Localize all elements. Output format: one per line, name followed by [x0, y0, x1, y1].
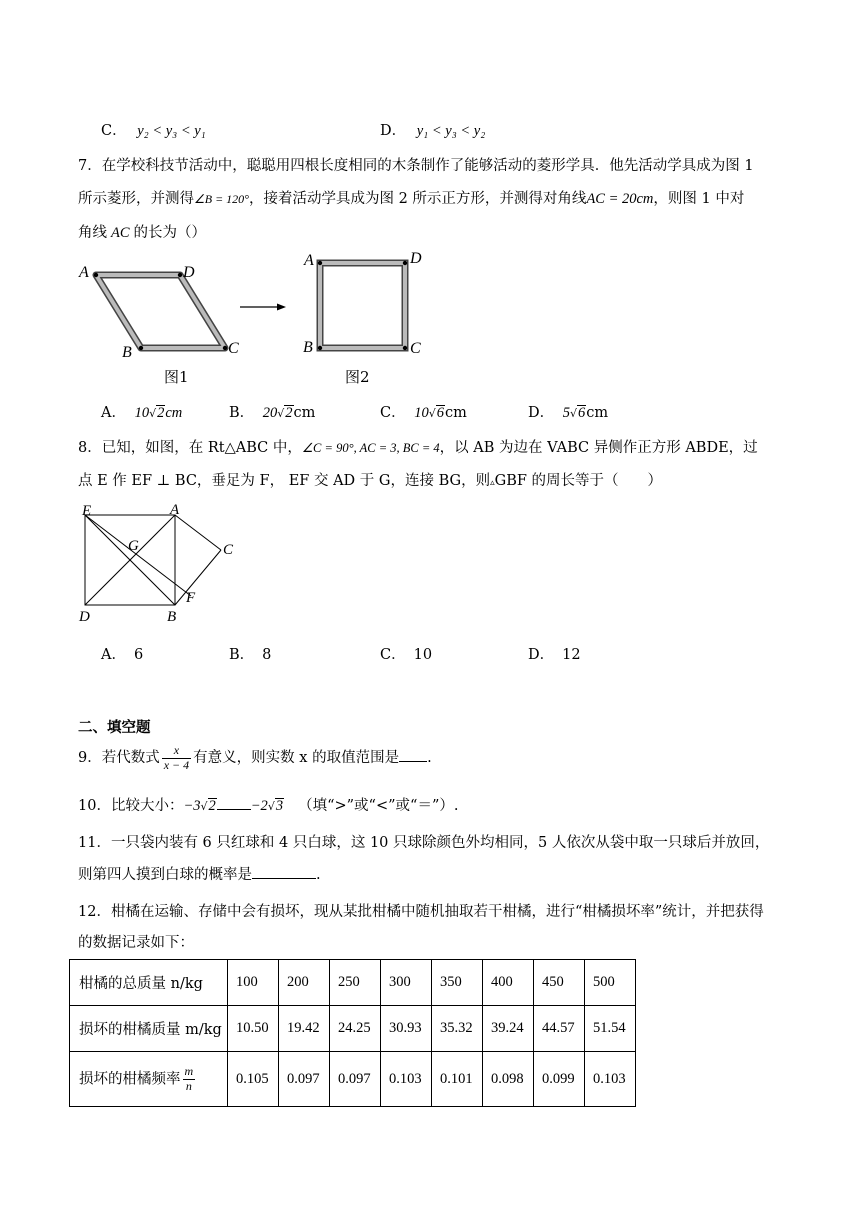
q8-option-c	[380, 643, 432, 664]
q8-line2: 点 E 作 EF ⊥ BC，垂足为 F， EF 交 AD 于 G，连接 BG，则▵GBF 的周长等于（ ）	[78, 473, 663, 489]
table-cell: 250	[330, 960, 381, 1006]
option-label: A．	[101, 405, 126, 421]
option-label: C．	[101, 123, 127, 139]
point-label-d: D	[410, 250, 422, 267]
option-label: B．	[229, 647, 255, 663]
text: ，以 AB 为边在 VABC 异侧作正方形 ABDE，过	[439, 440, 758, 456]
q7-line2	[78, 192, 744, 207]
table-cell: 35.32	[432, 1006, 483, 1052]
option-label: D．	[528, 647, 555, 663]
table-cell: 0.103	[585, 1052, 636, 1107]
q7-option-a: A． 10√2cm	[101, 405, 183, 421]
table-cell: 0.097	[330, 1052, 381, 1107]
option-expr: y₁ < y₃ < y₂	[416, 123, 486, 139]
option-label: C．	[380, 405, 406, 421]
point-label-b: B	[122, 344, 132, 361]
point-label-c: C	[410, 340, 421, 357]
text: ，接着活动学具成为图 2 所示正方形，并测得对角线	[248, 191, 587, 207]
q8-line1	[78, 441, 758, 456]
text: 9．若代数式	[78, 750, 160, 766]
text: GBF 的周长等于（ ）	[494, 473, 663, 489]
table-cell: 300	[381, 960, 432, 1006]
radicand: 6	[436, 405, 444, 421]
figure1-caption: 图1	[164, 368, 189, 386]
table-cell: 0.103	[381, 1052, 432, 1107]
radicand: 3	[275, 798, 284, 814]
coef: 5	[562, 405, 570, 421]
ac-symbol: AC	[111, 225, 130, 241]
row-header: 柑橘的总质量 n/kg	[70, 960, 228, 1006]
option-label: A．	[101, 647, 126, 663]
point-label-c: C	[228, 340, 239, 357]
text: .	[316, 867, 321, 883]
unit: cm	[586, 405, 609, 421]
arrow-icon	[240, 304, 286, 311]
answer-blank	[252, 878, 316, 879]
q11-line1: 11．一只袋内装有 6 只红球和 4 只白球，这 10 只球除颜色外均相同，5 人依次从袋中取一只球后并放回，	[78, 835, 770, 851]
radicand: 2	[208, 798, 216, 814]
option-value: 12	[562, 647, 581, 663]
table-cell: 44.57	[534, 1006, 585, 1052]
coef: 10	[414, 405, 429, 421]
table-cell: 350	[432, 960, 483, 1006]
point-label-e: E	[82, 503, 92, 519]
denominator: n	[185, 1078, 192, 1093]
row-header	[70, 1052, 228, 1107]
radicand: 2	[157, 405, 165, 421]
table-cell: 51.54	[585, 1006, 636, 1052]
unit: cm	[293, 405, 316, 421]
table-cell: 0.105	[228, 1052, 279, 1107]
coef: 20	[262, 405, 278, 421]
q8-option-b	[229, 643, 271, 664]
text: 10．比较大小：	[78, 798, 184, 814]
q10: 10．比较大小：−3√2 −2√3 （填“>”或“<”或“＝”）.	[78, 798, 459, 814]
table-cell: 19.42	[279, 1006, 330, 1052]
text: ，则图 1 中对	[653, 191, 745, 207]
table-cell: 400	[483, 960, 534, 1006]
unit: cm	[165, 405, 183, 421]
table-cell: 500	[585, 960, 636, 1006]
option-value: 6	[133, 647, 144, 663]
q7-option-c: C． 10√6cm	[380, 405, 467, 421]
text: 角线	[78, 225, 107, 241]
q12-line2: 的数据记录如下：	[78, 935, 194, 951]
section-title: 二、填空题	[78, 720, 151, 736]
coef: −2	[250, 798, 268, 814]
coef: −3	[183, 798, 201, 814]
table-cell: 200	[279, 960, 330, 1006]
text: 则第四人摸到白球的概率是	[78, 867, 252, 883]
data-table	[69, 959, 636, 1107]
radicand: 6	[578, 405, 586, 421]
option-expr: y₂ < y₃ < y₁	[137, 123, 206, 139]
q8-option-a	[101, 643, 143, 664]
ac-value: AC = 20cm	[586, 191, 654, 207]
text: .	[427, 750, 432, 766]
point-label-c: C	[223, 542, 234, 558]
q11-line2	[78, 868, 321, 883]
q7-figures	[70, 250, 450, 390]
table-cell: 24.25	[330, 1006, 381, 1052]
coef: 10	[134, 405, 150, 421]
denominator: x − 4	[163, 757, 190, 772]
q7-option-b: B． 20√2cm	[229, 405, 316, 421]
text: 的长为（）	[133, 225, 207, 241]
row-header: 损坏的柑橘质量 m/kg	[70, 1006, 228, 1052]
text: （填“>”或“<”或“＝”）.	[298, 798, 459, 814]
fraction	[162, 744, 191, 773]
fraction	[183, 1065, 196, 1094]
point-label-a: A	[79, 264, 89, 281]
point-label-a: A	[304, 252, 314, 269]
q9	[78, 742, 432, 774]
square-figure	[318, 261, 407, 350]
radicand: 2	[285, 405, 293, 421]
option-label: B．	[229, 405, 255, 421]
q7-option-d: D． 5√6cm	[528, 405, 609, 421]
point-label-g: G	[128, 538, 139, 554]
table-cell: 450	[534, 960, 585, 1006]
point-label-d: D	[183, 264, 195, 281]
table-row	[70, 960, 636, 1006]
numerator: m	[184, 1063, 194, 1078]
q6-option-d	[380, 119, 485, 140]
table-cell: 0.101	[432, 1052, 483, 1107]
figure2-caption: 图2	[345, 368, 370, 386]
answer-blank	[217, 809, 251, 810]
text: 所示菱形，并测得	[78, 191, 194, 207]
point-label-a: A	[170, 502, 180, 518]
point-label-f: F	[186, 590, 196, 606]
q12-line1: 12．柑橘在运输、存储中会有损坏，现从某批柑橘中随机抽取若干柑橘，进行“柑橘损坏率”统计，并把获得	[78, 904, 764, 920]
option-value: 10	[413, 647, 433, 663]
table-cell: 0.099	[534, 1052, 585, 1107]
numerator: x	[162, 744, 191, 759]
rhombus-figure	[94, 273, 227, 350]
table-cell: 30.93	[381, 1006, 432, 1052]
q8-figure	[75, 505, 255, 625]
table-cell: 0.098	[483, 1052, 534, 1107]
option-value: 8	[262, 647, 272, 663]
text: 8．已知，如图，在 Rt△ABC 中，	[78, 440, 302, 456]
angle-value: ∠B = 120°	[194, 192, 249, 206]
text: 有意义，则实数 x 的取值范围是	[193, 750, 400, 766]
table-cell: 39.24	[483, 1006, 534, 1052]
text: 点 E 作 EF ⊥ BC，垂足为 F， EF 交 AD 于 G，连接 BG，则	[78, 473, 491, 489]
point-label-b: B	[303, 339, 313, 356]
text: 损坏的柑橘频率	[79, 1071, 181, 1087]
point-label-d: D	[79, 609, 90, 625]
option-label: D．	[528, 405, 555, 421]
table-row	[70, 1052, 636, 1107]
option-label: C．	[380, 647, 406, 663]
answer-blank	[399, 761, 427, 762]
q7-line3	[78, 226, 206, 241]
condition: ∠C = 90°, AC = 3, BC = 4	[301, 441, 440, 455]
q8-option-d	[528, 643, 581, 664]
q6-option-c	[101, 119, 206, 140]
table-cell: 10.50	[228, 1006, 279, 1052]
option-label: D．	[380, 123, 407, 139]
table-cell: 0.097	[279, 1052, 330, 1107]
q7-line1: 7．在学校科技节活动中，聪聪用四根长度相同的木条制作了能够活动的菱形学具．他先活动学具成为图 1	[78, 158, 754, 174]
table-cell: 100	[228, 960, 279, 1006]
point-label-b: B	[167, 609, 177, 625]
unit: cm	[444, 405, 467, 421]
table-row	[70, 1006, 636, 1052]
